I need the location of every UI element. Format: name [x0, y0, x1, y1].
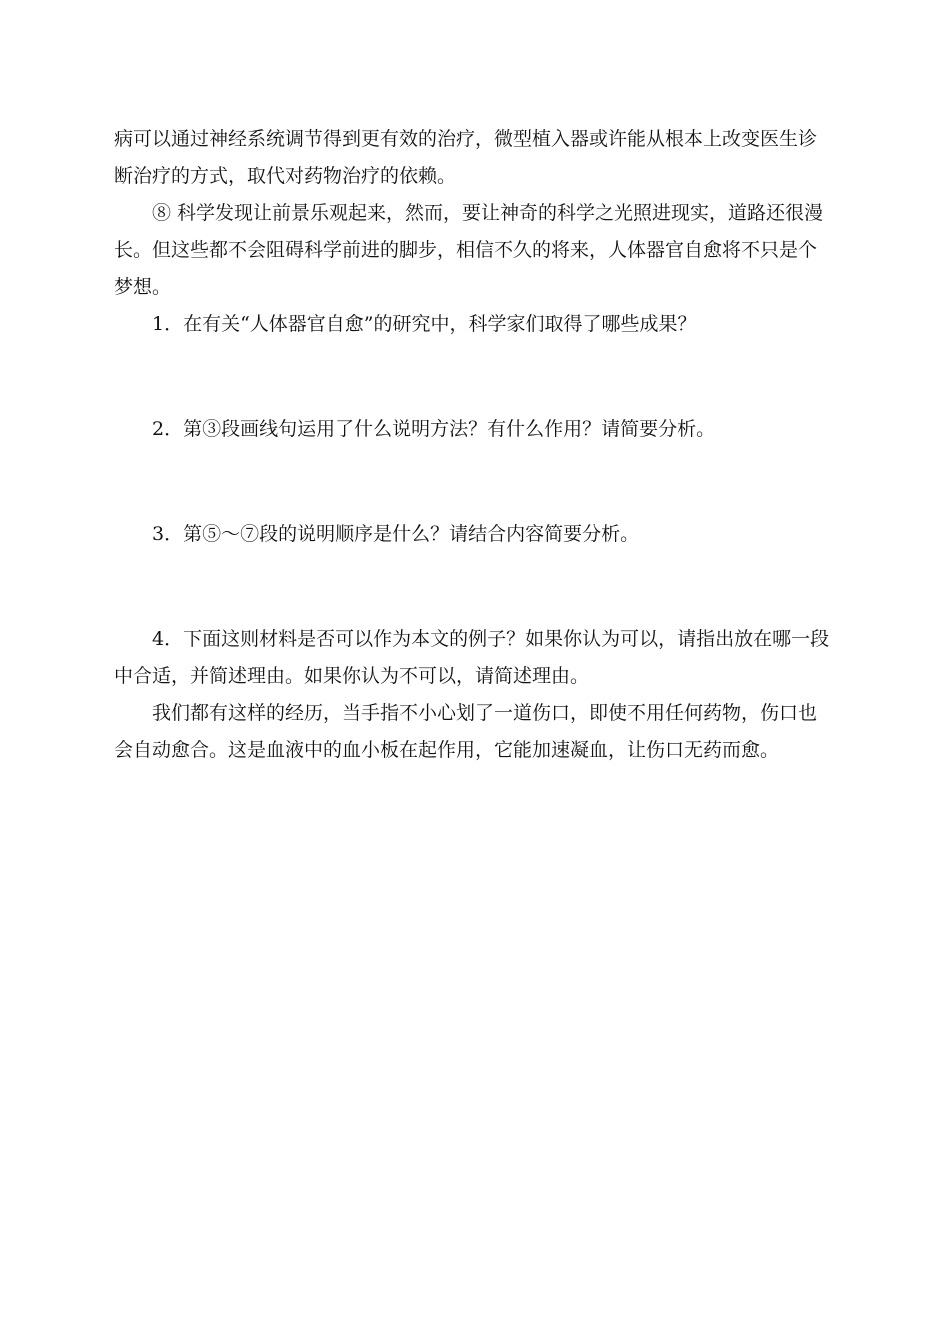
- answer-space: [114, 448, 838, 516]
- question-4-material: [114, 695, 838, 769]
- text-line: 我们都有这样的经历，当手指不小心划了一道伤口，即使不用任何药物，伤口也: [152, 702, 818, 724]
- text-line: 梦想。: [114, 276, 172, 298]
- question-2: 2．第③段画线句运用了什么说明方法？有什么作用？请简要分析。: [152, 418, 716, 440]
- paragraph-7-continuation: [114, 121, 838, 195]
- answer-space: [114, 553, 838, 621]
- text-line: 断治疗的方式，取代对药物治疗的依赖。: [114, 165, 457, 187]
- question-3: 3．第⑤～⑦段的说明顺序是什么？请结合内容简要分析。: [152, 523, 640, 545]
- question-4: [114, 621, 838, 695]
- paragraph-8: [114, 195, 838, 306]
- question-1: 1．在有关“人体器官自愈”的研究中，科学家们取得了哪些成果？: [152, 313, 697, 335]
- text-line: 病可以通过神经系统调节得到更有效的治疗，微型植入器或许能从根本上改变医生诊: [114, 128, 818, 150]
- text-line: 会自动愈合。这是血液中的血小板在起作用，它能加速凝血，让伤口无药而愈。: [114, 739, 780, 761]
- text-line: 4．下面这则材料是否可以作为本文的例子？如果你认为可以，请指出放在哪一段: [152, 628, 830, 650]
- answer-space: [114, 343, 838, 411]
- text-line: 中合适，并简述理由。如果你认为不可以，请简述理由。: [114, 665, 590, 687]
- text-line: ⑧ 科学发现让前景乐观起来，然而，要让神奇的科学之光照进现实，道路还很漫: [152, 202, 824, 224]
- document-page: [114, 121, 838, 769]
- text-line: 长。但这些都不会阻碍科学前进的脚步，相信不久的将来，人体器官自愈将不只是个: [114, 239, 818, 261]
